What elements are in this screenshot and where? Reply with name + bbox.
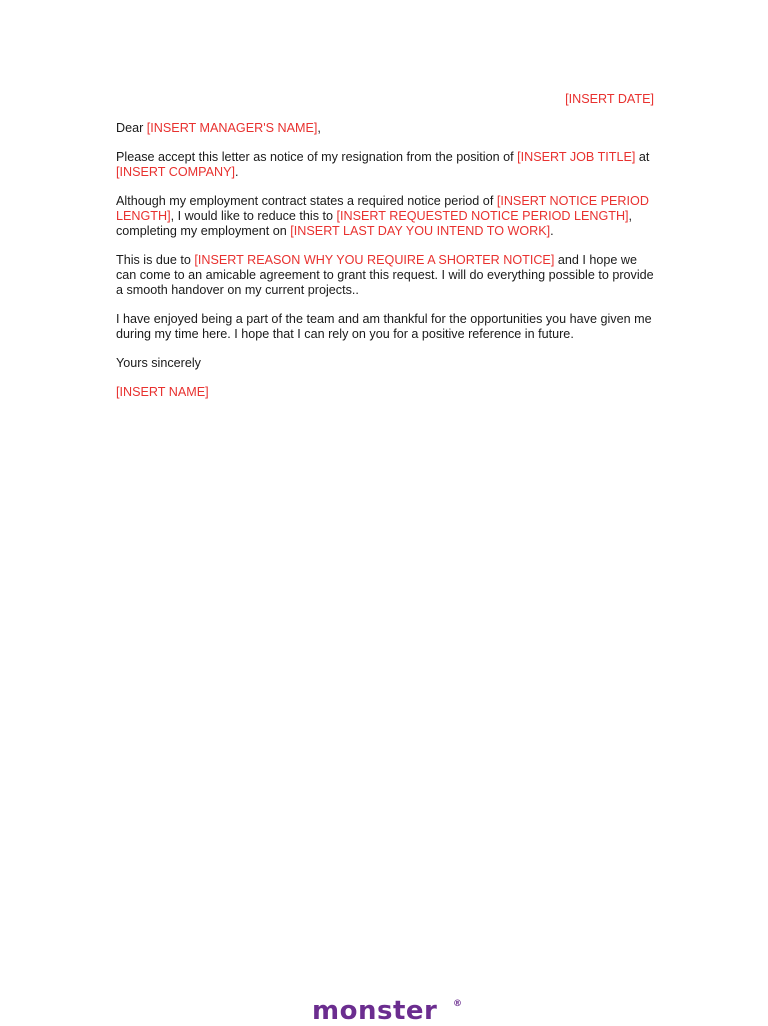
last-day-placeholder: [INSERT LAST DAY YOU INTEND TO WORK] <box>290 224 551 238</box>
notice-period-placeholder: [INSERT NOTICE PERIOD LENGTH] <box>116 194 649 223</box>
paragraph-position <box>116 150 654 180</box>
date-placeholder: [INSERT DATE] <box>565 92 654 106</box>
paragraph-text: I have enjoyed being a part of the team and am thankful for the opportunities you have given me during my time here. I hope that I can rely on you for a positive reference in future. <box>116 312 652 341</box>
registered-mark: ® <box>453 999 463 1009</box>
reason-placeholder: [INSERT REASON WHY YOU REQUIRE A SHORTER NOTICE] <box>194 253 555 267</box>
salutation <box>116 121 654 136</box>
logo-text: monster <box>312 996 438 1026</box>
paragraph-text: at <box>635 150 650 164</box>
paragraph-text: Please accept this letter as notice of my resignation from the position of <box>116 150 518 164</box>
date-line <box>116 92 654 107</box>
paragraph-text: . <box>550 224 554 238</box>
requested-period-placeholder: [INSERT REQUESTED NOTICE PERIOD LENGTH] <box>336 209 629 223</box>
paragraph-notice-period <box>116 194 654 239</box>
paragraph-text: This is due to <box>116 253 195 267</box>
paragraph-text: , completing my employment on <box>116 209 633 238</box>
name-placeholder: [INSERT NAME] <box>116 385 209 399</box>
job-title-placeholder: [INSERT JOB TITLE] <box>517 150 636 164</box>
monster-logo <box>312 996 462 1026</box>
salutation-suffix: , <box>317 121 321 135</box>
paragraph-text: and I hope we can come to an amicable agreement to grant this request. I will do everything possible to provide a smooth handover on my current projects.. <box>116 253 654 297</box>
paragraph-text: , I would like to reduce this to <box>170 209 337 223</box>
resignation-letter <box>116 92 654 414</box>
paragraph-text: Although my employment contract states a required notice period of <box>116 194 497 208</box>
closing: Yours sincerely <box>116 356 201 370</box>
paragraph-reason <box>116 253 654 298</box>
manager-name-placeholder: [INSERT MANAGER'S NAME] <box>146 121 318 135</box>
salutation-greeting: Dear <box>116 121 147 135</box>
company-placeholder: [INSERT COMPANY] <box>116 165 235 179</box>
paragraph-thanks <box>116 312 654 342</box>
paragraph-text: . <box>234 165 239 179</box>
signature <box>116 385 654 400</box>
